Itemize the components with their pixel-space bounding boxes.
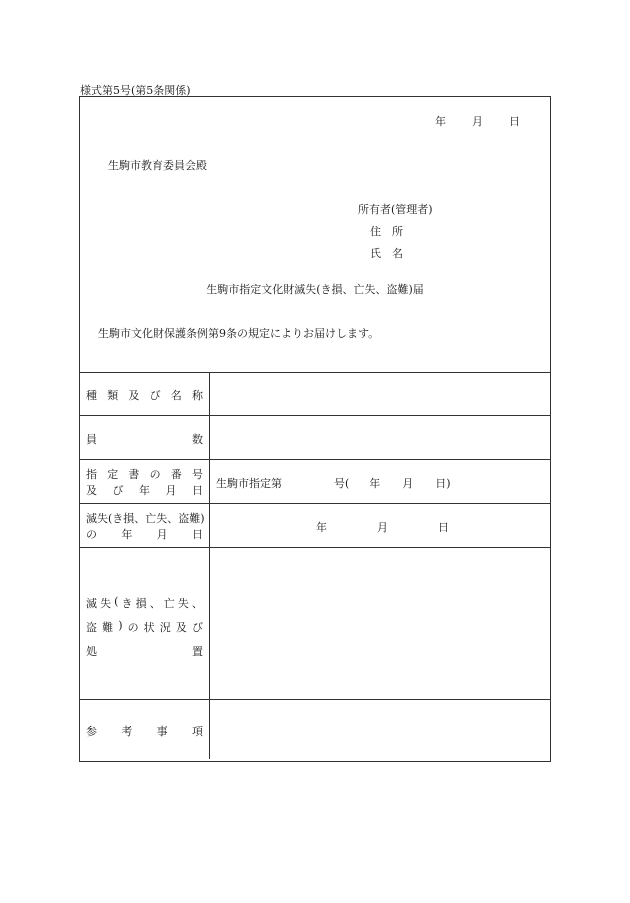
label-line	[86, 482, 203, 498]
row-loss-date	[80, 504, 550, 548]
row-type-and-name	[80, 372, 550, 416]
designation-text	[216, 475, 451, 491]
row-designation	[80, 460, 550, 504]
designation-day: 日)	[435, 477, 451, 490]
form-header	[80, 97, 550, 373]
loss-date-day: 日	[438, 521, 449, 534]
label-text: 及 び 年 月 日	[86, 484, 203, 497]
row-label	[80, 416, 210, 459]
designation-prefix: 生駒市指定第	[216, 477, 282, 490]
designation-month: 月	[402, 477, 414, 490]
row-label	[80, 504, 210, 547]
label-text: 指 定 書 の 番 号	[86, 468, 203, 481]
row-status-and-measures	[80, 548, 550, 700]
loss-date-month: 月	[377, 521, 388, 534]
label-text: 処 置	[86, 645, 203, 658]
addressee: 生駒市教育委員会殿	[108, 159, 207, 172]
label-text: 盗 難 ) の 状 況 及 び	[86, 619, 203, 634]
count-field[interactable]	[210, 416, 550, 459]
row-remarks	[80, 700, 550, 759]
form-number: 様式第5号(第5条関係)	[80, 84, 191, 97]
label-text: 滅失(き損、亡失、盗難)	[86, 512, 205, 525]
date-day-label: 日	[509, 115, 520, 128]
form-rows	[80, 372, 550, 759]
row-label	[80, 548, 210, 699]
label-text: 参 考 事 項	[86, 725, 203, 738]
row-count	[80, 416, 550, 460]
label-line	[86, 431, 203, 447]
label-line	[86, 643, 203, 659]
label-text: 種 類 及 び 名 称	[86, 389, 203, 402]
label-line	[86, 510, 203, 526]
name-label: 氏名	[370, 247, 414, 260]
loss-date-year: 年	[316, 521, 327, 534]
label-line	[86, 387, 203, 403]
label-line	[86, 619, 203, 635]
notification-form	[79, 96, 551, 762]
label-line	[86, 723, 203, 739]
type-and-name-field[interactable]	[210, 372, 550, 415]
submission-date	[435, 113, 520, 129]
statement-text: 生駒市文化財保護条例第9条の規定によりお届けします。	[98, 327, 380, 340]
remarks-field[interactable]	[210, 700, 550, 759]
label-line	[86, 526, 203, 542]
designation-field[interactable]	[210, 460, 550, 503]
owner-label: 所有者(管理者)	[358, 203, 433, 216]
label-line	[86, 595, 203, 611]
row-label	[80, 700, 210, 759]
row-label	[80, 372, 210, 415]
designation-year: 年	[369, 477, 381, 490]
designation-number-suffix: 号(	[334, 477, 350, 490]
date-month-label: 月	[472, 115, 483, 128]
address-label: 住所	[370, 225, 414, 238]
label-text: 滅 失 ( き 損 、 亡 失 、	[86, 595, 203, 610]
date-year-label: 年	[435, 115, 446, 128]
label-text: 数	[192, 433, 203, 446]
form-title: 生駒市指定文化財滅失(き損、亡失、盗難)届	[206, 283, 424, 296]
loss-date-field[interactable]	[210, 504, 550, 547]
label-line	[86, 466, 203, 482]
label-text: 員	[86, 433, 97, 446]
label-text: の 年 月 日	[86, 528, 203, 541]
row-label	[80, 460, 210, 503]
loss-date-text	[316, 519, 449, 535]
status-and-measures-field[interactable]	[210, 548, 550, 699]
